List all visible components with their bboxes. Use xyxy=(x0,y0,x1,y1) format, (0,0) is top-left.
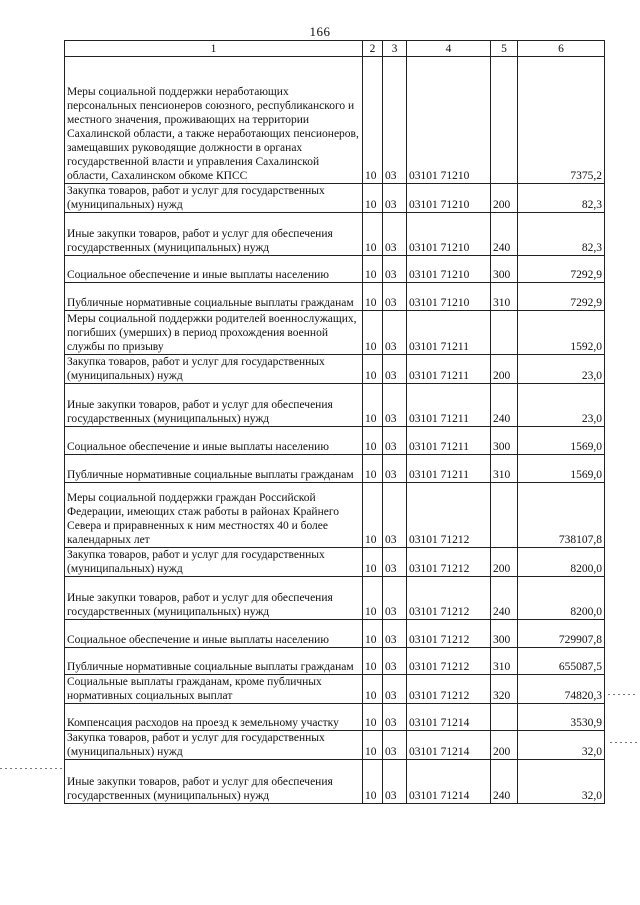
table-row xyxy=(65,731,605,760)
row-amount-cell: 738107,8 xyxy=(518,483,605,548)
row-amount-cell: 1592,0 xyxy=(518,311,605,355)
row-expense-type-cell: 300 xyxy=(491,620,518,648)
scan-artifact xyxy=(610,742,638,743)
row-subsection-cell: 03 xyxy=(383,283,407,311)
row-section-cell: 10 xyxy=(363,213,383,256)
row-expense-type-cell xyxy=(491,483,518,548)
row-section-cell: 10 xyxy=(363,675,383,704)
row-section-cell: 10 xyxy=(363,311,383,355)
row-subsection-cell: 03 xyxy=(383,577,407,620)
table-row xyxy=(65,283,605,311)
row-expense-type-cell: 300 xyxy=(491,427,518,455)
row-amount-cell: 1569,0 xyxy=(518,455,605,483)
row-name-cell: Публичные нормативные социальные выплаты гражданам xyxy=(65,648,363,675)
row-name-cell: Публичные нормативные социальные выплаты гражданам xyxy=(65,283,363,311)
row-expense-type-cell: 200 xyxy=(491,731,518,760)
row-amount-cell: 7375,2 xyxy=(518,57,605,184)
table-row xyxy=(65,577,605,620)
row-expense-type-cell: 310 xyxy=(491,648,518,675)
row-name-cell: Закупка товаров, работ и услуг для государственных (муниципальных) нужд xyxy=(65,355,363,384)
row-subsection-cell: 03 xyxy=(383,256,407,283)
table-row xyxy=(65,548,605,577)
row-subsection-cell: 03 xyxy=(383,483,407,548)
row-target-article-cell: 03101 71211 xyxy=(407,355,491,384)
row-expense-type-cell: 310 xyxy=(491,283,518,311)
row-name-cell: Закупка товаров, работ и услуг для государственных (муниципальных) нужд xyxy=(65,548,363,577)
row-amount-cell: 8200,0 xyxy=(518,548,605,577)
row-expense-type-cell: 240 xyxy=(491,213,518,256)
row-amount-cell: 32,0 xyxy=(518,760,605,804)
row-name-cell: Публичные нормативные социальные выплаты гражданам xyxy=(65,455,363,483)
table-row xyxy=(65,256,605,283)
table-row xyxy=(65,355,605,384)
row-section-cell: 10 xyxy=(363,427,383,455)
row-expense-type-cell: 240 xyxy=(491,384,518,427)
header-row xyxy=(65,41,605,57)
row-name-cell: Социальное обеспечение и иные выплаты населению xyxy=(65,427,363,455)
row-target-article-cell: 03101 71210 xyxy=(407,184,491,213)
table-row xyxy=(65,384,605,427)
row-expense-type-cell: 240 xyxy=(491,760,518,804)
header-col-2: 2 xyxy=(363,41,383,57)
row-target-article-cell: 03101 71212 xyxy=(407,675,491,704)
row-target-article-cell: 03101 71211 xyxy=(407,384,491,427)
row-section-cell: 10 xyxy=(363,283,383,311)
row-amount-cell: 3530,9 xyxy=(518,704,605,731)
row-target-article-cell: 03101 71210 xyxy=(407,283,491,311)
row-expense-type-cell: 200 xyxy=(491,355,518,384)
table-row xyxy=(65,311,605,355)
row-name-cell: Социальное обеспечение и иные выплаты населению xyxy=(65,256,363,283)
table-row xyxy=(65,704,605,731)
row-target-article-cell: 03101 71212 xyxy=(407,620,491,648)
row-name-cell: Иные закупки товаров, работ и услуг для обеспечения государственных (муниципальных) нужд xyxy=(65,384,363,427)
row-subsection-cell: 03 xyxy=(383,427,407,455)
table-row xyxy=(65,760,605,804)
row-amount-cell: 7292,9 xyxy=(518,283,605,311)
table-row xyxy=(65,184,605,213)
row-expense-type-cell: 310 xyxy=(491,455,518,483)
row-amount-cell: 7292,9 xyxy=(518,256,605,283)
row-subsection-cell: 03 xyxy=(383,455,407,483)
row-section-cell: 10 xyxy=(363,455,383,483)
table-row xyxy=(65,455,605,483)
table-row xyxy=(65,675,605,704)
row-name-cell: Иные закупки товаров, работ и услуг для обеспечения государственных (муниципальных) нужд xyxy=(65,577,363,620)
header-col-5: 5 xyxy=(491,41,518,57)
row-subsection-cell: 03 xyxy=(383,57,407,184)
row-expense-type-cell: 200 xyxy=(491,184,518,213)
row-name-cell: Меры социальной поддержки неработающих персональных пенсионеров союзного, республиканского и местного значения, проживающих на территории Сахалинской области, а также неработающих пенсионеров, замещавших руководящие должности в органах государственной власти и управления Сахалинской области, Сахалинском обкоме КПСС xyxy=(65,57,363,184)
row-target-article-cell: 03101 71211 xyxy=(407,455,491,483)
row-subsection-cell: 03 xyxy=(383,760,407,804)
row-target-article-cell: 03101 71210 xyxy=(407,57,491,184)
header-col-1: 1 xyxy=(65,41,363,57)
row-name-cell: Меры социальной поддержки граждан Российской Федерации, имеющих стаж работы в районах Крайнего Севера и приравненных к ним местностях 40 и более календарных лет xyxy=(65,483,363,548)
row-name-cell: Закупка товаров, работ и услуг для государственных (муниципальных) нужд xyxy=(65,731,363,760)
row-section-cell: 10 xyxy=(363,760,383,804)
row-section-cell: 10 xyxy=(363,704,383,731)
row-name-cell: Иные закупки товаров, работ и услуг для обеспечения государственных (муниципальных) нужд xyxy=(65,213,363,256)
row-amount-cell: 82,3 xyxy=(518,213,605,256)
row-section-cell: 10 xyxy=(363,57,383,184)
row-section-cell: 10 xyxy=(363,256,383,283)
row-name-cell: Закупка товаров, работ и услуг для государственных (муниципальных) нужд xyxy=(65,184,363,213)
row-section-cell: 10 xyxy=(363,577,383,620)
row-target-article-cell: 03101 71214 xyxy=(407,731,491,760)
row-subsection-cell: 03 xyxy=(383,548,407,577)
row-subsection-cell: 03 xyxy=(383,620,407,648)
row-target-article-cell: 03101 71212 xyxy=(407,548,491,577)
row-amount-cell: 32,0 xyxy=(518,731,605,760)
row-subsection-cell: 03 xyxy=(383,384,407,427)
table-row xyxy=(65,483,605,548)
row-subsection-cell: 03 xyxy=(383,704,407,731)
table-row xyxy=(65,427,605,455)
row-target-article-cell: 03101 71214 xyxy=(407,704,491,731)
row-subsection-cell: 03 xyxy=(383,731,407,760)
row-subsection-cell: 03 xyxy=(383,311,407,355)
row-expense-type-cell xyxy=(491,704,518,731)
row-target-article-cell: 03101 71214 xyxy=(407,760,491,804)
row-target-article-cell: 03101 71211 xyxy=(407,311,491,355)
row-name-cell: Иные закупки товаров, работ и услуг для обеспечения государственных (муниципальных) нужд xyxy=(65,760,363,804)
row-section-cell: 10 xyxy=(363,184,383,213)
row-name-cell: Социальные выплаты гражданам, кроме публичных нормативных социальных выплат xyxy=(65,675,363,704)
row-section-cell: 10 xyxy=(363,731,383,760)
row-expense-type-cell xyxy=(491,57,518,184)
header-col-6: 6 xyxy=(518,41,605,57)
row-amount-cell: 23,0 xyxy=(518,384,605,427)
row-section-cell: 10 xyxy=(363,355,383,384)
row-section-cell: 10 xyxy=(363,620,383,648)
table-row xyxy=(65,213,605,256)
row-subsection-cell: 03 xyxy=(383,184,407,213)
row-subsection-cell: 03 xyxy=(383,213,407,256)
row-subsection-cell: 03 xyxy=(383,648,407,675)
row-amount-cell: 74820,3 xyxy=(518,675,605,704)
row-section-cell: 10 xyxy=(363,648,383,675)
row-subsection-cell: 03 xyxy=(383,355,407,384)
row-amount-cell: 1569,0 xyxy=(518,427,605,455)
row-expense-type-cell: 240 xyxy=(491,577,518,620)
row-section-cell: 10 xyxy=(363,548,383,577)
row-expense-type-cell: 200 xyxy=(491,548,518,577)
row-target-article-cell: 03101 71212 xyxy=(407,483,491,548)
row-target-article-cell: 03101 71211 xyxy=(407,427,491,455)
row-amount-cell: 729907,8 xyxy=(518,620,605,648)
row-expense-type-cell: 300 xyxy=(491,256,518,283)
page-number: 166 xyxy=(309,24,331,39)
table-body xyxy=(65,57,605,804)
row-target-article-cell: 03101 71210 xyxy=(407,256,491,283)
scan-artifact xyxy=(0,768,62,769)
budget-table xyxy=(64,40,605,804)
row-name-cell: Социальное обеспечение и иные выплаты населению xyxy=(65,620,363,648)
row-target-article-cell: 03101 71210 xyxy=(407,213,491,256)
row-section-cell: 10 xyxy=(363,483,383,548)
row-amount-cell: 8200,0 xyxy=(518,577,605,620)
row-expense-type-cell xyxy=(491,311,518,355)
row-target-article-cell: 03101 71212 xyxy=(407,577,491,620)
row-amount-cell: 655087,5 xyxy=(518,648,605,675)
row-target-article-cell: 03101 71212 xyxy=(407,648,491,675)
scan-artifact xyxy=(608,694,638,695)
table-row xyxy=(65,648,605,675)
table-row xyxy=(65,57,605,184)
row-name-cell: Компенсация расходов на проезд к земельному участку xyxy=(65,704,363,731)
table-row xyxy=(65,620,605,648)
header-col-4: 4 xyxy=(407,41,491,57)
row-subsection-cell: 03 xyxy=(383,675,407,704)
row-expense-type-cell: 320 xyxy=(491,675,518,704)
row-name-cell: Меры социальной поддержки родителей военнослужащих, погибших (умерших) в период прохождения военной службы по призыву xyxy=(65,311,363,355)
row-amount-cell: 82,3 xyxy=(518,184,605,213)
header-col-3: 3 xyxy=(383,41,407,57)
row-amount-cell: 23,0 xyxy=(518,355,605,384)
row-section-cell: 10 xyxy=(363,384,383,427)
